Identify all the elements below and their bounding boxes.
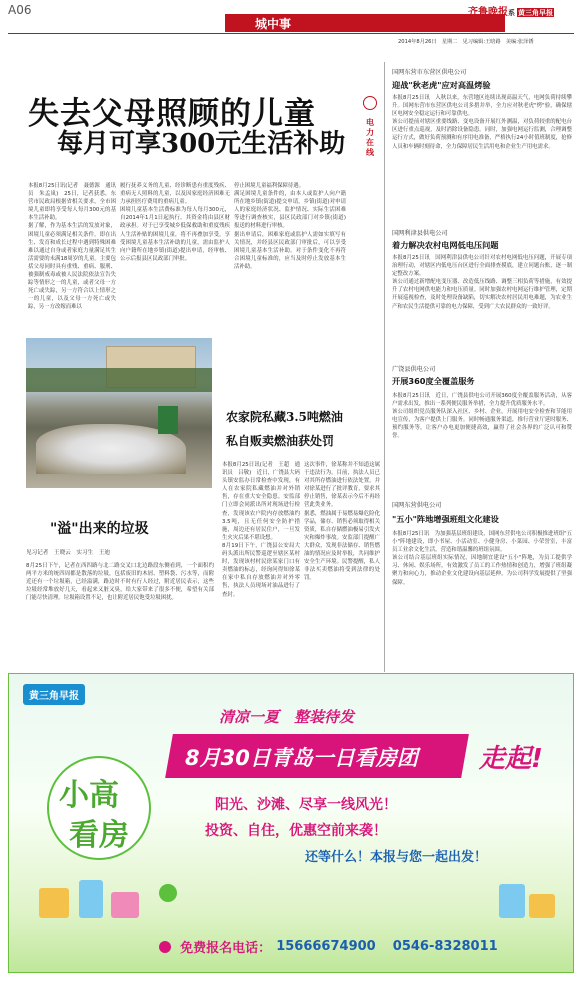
ad-banner[interactable] [8,673,574,973]
ad-logo-text: 黄三角早报 [29,691,79,702]
electric-group4: 国网东营供电公司 [392,502,442,509]
ad-line3: 还等什么！本报与您一起出发！ [305,850,488,865]
photo-story-body: 8月25日下午，记者在西四路与北二路交叉口北边路段东侧看到，一个面积约两平方米的统四周都是散落的垃圾，包括废旧的木屑、塑料袋、污水等，而附近还有一个垃圾箱，已经溢满，路边时不时有行人经过，附近居民表示，这些垃圾经常堆放好几天，看起来又脏又臭，给大家带来了很多不便，希望有关部门能尽快清理。垃圾箱设置不足，也让附近居民饱受垃圾困扰。 [26,563,214,602]
ad-phone2[interactable]: 0546-8328011 [392,939,498,954]
ad-house-2 [79,880,103,918]
electric-body2: 本报8月25日讯 国网利津县供电公司针对农村电网低电压问题，开展专项治理行动，对辖区内低电压台区进行全面排查摸底，建立问题台账，逐一制定整改方案。 该公司通过新增配电变压器、改造低压线路、调整三相负荷等措施，有效提升了农村电网供电能力和电压质量。同时加强农村电网运行维护管理，定期开展巡视检查，及时处理设备缺陷，切实解决农村居民用电难题，为农业生产和农民生活提供可靠的电力保障，受到广大农民群众的一致好评。 [392,255,572,310]
ad-house-5 [529,894,555,918]
ad-brand-big1: 小高 [59,778,119,813]
ad-line2: 投资、自住，优惠空前来袭！ [205,823,387,839]
electric-title2: 着力解决农村电网低电压问题 [392,240,499,250]
electric-group3: 广饶县供电公司 [392,366,436,373]
ad-house-3 [111,892,139,918]
header-rule [8,33,574,34]
electric-body3: 本报8月25日讯 近日，广饶县供电公司开展360度全覆盖服务活动，从客户需求出发，推出一系列便民服务举措，全力提升优质服务水平。 该公司组织党员服务队深入社区、乡村、企业，开展用电安全检查和节能用电宣传，为客户提供上门服务。同时畅通服务渠道，推行营业厅延时服务、预约服务等，让客户办电更加便捷高效，赢得了社会各界的广泛认可和赞誉。 [392,393,572,440]
electric-body4: 本报8月25日讯 为加强基层班组建设，国网东营供电公司积极推进班组"五小"阵地建设，即小书屋、小活动室、小健身房、小菜园、小荣誉室，丰富员工业余文化生活，营造和谐温馨的班组氛围。 该公司结合基层班组实际情况，因地制宜建设"五小"阵地，为员工提供学习、休闲、娱乐场所，有效激发了员工的工作热情和创造力，增强了班组凝聚力和向心力，推动企业文化建设向基层延伸，为公司科学发展提供了坚强保障。 [392,531,572,586]
electric-group1: 国网东营市东营区供电公司 [392,69,467,76]
masthead-brand [468,3,554,18]
fuel-story-col1: 本报8月25日讯(记者 王超 通讯员 吕敬) 近日，广饶县大码头镇安监办日常检查中发现，有人在农家院私藏燃油并对外销售，存在重大安全隐患。安监部门立即会同派出所对现场进行检查，发现该农户院内存放燃油约3.5吨，且无任何安全防护措施，周边还有居民住户，一旦发生火灾后果不堪设想。 8月19日下午，广饶县公安局大码头派出所民警巡逻至辖区某村时，发现该村村民徐某家门口有卖燃油的标志，经询问得知徐某在家中私自存放燃油并对外零售，执法人员现场对油品进行了查封。 [222,462,300,598]
ad-house-4 [499,884,525,918]
ad-phone-label: 免费报名电话： [180,941,272,956]
ad-line1: 阳光、沙滩、尽享一线风光！ [215,797,397,813]
ad-houses-illustration [19,874,565,924]
brand-name: 齐鲁晚报 [468,7,508,18]
ad-brand-big2: 看房 [69,818,129,853]
photo-story-headline: "溢"出来的垃圾 [50,521,149,537]
main-article-col3: 停止困境儿童福利保障待遇。 满足困境儿童条件的，由本人或监护人向户籍所在地乡镇(街道)提交申请，乡镇(街道)对申请人的家庭经济状况、监护情况、实际生活困难等进行调查核实，县区民政部门对乡镇(街道)报送的材料进行审核。 据出申请后，困难家庭或监护人需如实填写有关情况，并经县区民政部门审批后，可以享受困境儿童基本生活补助。对于条件变化不再符合困境儿童标准的，应当及时停止发放基本生活补助。 [234,183,346,270]
ad-banner-main: 8月30日青岛一日看房团 [185,746,418,770]
electric-title4: "五小"阵地增强班组文化建设 [392,514,499,524]
ad-slogan: 清凉一夏 整装待发 [219,708,355,726]
ad-phone-bar [159,936,539,960]
main-article-col1: 本报8月25日讯(记者 聂德源 通讯员 朱孟岚) 25日，记者获悉，东营市民政局根据省相关要求，全市困境儿童即将享受每人每月300元的基本生活补助。 据了解，作为基本生活的发放对象，困境儿童必须满足相关条件。即在出生、发育和成长过程中遇到特殊困难难以通过自身或者家庭力量满足其生活需要的未满18周岁的儿童。主要包括父母同时具有重残、重病、服刑、被强制戒毒或被人民法院依法宣告失踪等情形之一的儿童，或者父母一方死亡或失踪，另一方符合以上情形之一的儿童，以及父母一方死亡或失踪，另一方改嫁而难以 [28,183,116,311]
electric-group2: 国网利津县供电公司 [392,230,448,237]
main-headline-line1: 失去父母照顾的儿童 [28,96,316,132]
fuel-story-headline1: 农家院私藏3.5吨燃油 [226,410,343,424]
ad-phone1[interactable]: 15666674900 [276,939,376,954]
section-title: 城中事 [255,17,292,31]
dateline: 2014年8月26日 星期二 见习编辑:王晗路 美编:张泽锈 [398,39,534,45]
brand-series: 系 [508,8,515,17]
fuel-story-headline2: 私自贩卖燃油获处罚 [226,434,335,448]
main-article-col2: 履行抚养义务的儿童、经诊断患有重度残疾、重病无人照料的儿童，以及因家庭经济困难无力承担医疗费用的重病儿童。 困境儿童基本生活费标准为每人每月300元，自2014年1月1日起执行。其资金将由县区财政承担。对于已享受城乡低保救助和重度残疾人生活补贴的困境儿童，将不再叠加享受。享受困境儿童基本生活补助的儿童，需由监护人向户籍所在地乡镇(街道)提出申请，经审核、公示后报县区民政部门审批。 [120,183,230,262]
electric-title1: 迎战"秋老虎"应对高温烤验 [392,80,491,90]
ad-banner-go: 走起! [479,744,543,774]
brand-local: 黄三角早报 [518,8,553,17]
ad-logo [23,684,85,705]
photo-trees [26,368,212,392]
ad-phone-icon [159,941,171,953]
side-tag-icon [363,96,377,110]
photo-bin [158,406,178,434]
side-tag: 电力在线 [366,118,374,157]
page-number: A06 [8,3,32,17]
side-tag-rule [384,62,385,672]
main-headline-line2: 每月可享300元生活补助 [57,129,346,159]
photo-story-byline: 见习记者 王晓云 实习生 王迪 [26,550,110,556]
electric-title3: 开展360度全覆盖服务 [392,376,475,386]
ad-tree-1 [159,884,177,902]
garbage-photo [26,338,212,488]
ad-house-1 [39,888,69,918]
fuel-story-col2: 这次事件，徐某称并不知道这属于违法行为。目前，执法人员已对其所存燃油进行依法处置，并对徐某进行了批评教育，要求其停止销售，徐某表示今后不再经营此类业务。 据悉，燃油属于易燃易爆危险化学品，储存、销售必须取得相关资质，私自存储燃油极易引发火灾和爆炸事故。安监部门提醒广大群众，发现非法储存、销售燃油的情况应及时举报，共同维护安全生产环境。民警提醒，私人非法买卖燃油将受到法律的处罚。 [304,462,380,582]
electric-body1: 本报8月25日讯 入秋以来，东营地区连续出现高温天气，电网负荷持续攀升。国网东营市东营区供电公司多措并举，全力应对秋老虎"烤"验，确保辖区电网安全稳定运行和可靠供电。 该公司提前对辖区重要线路、变电设备开展红外测温，对负荷较重的配电台区进行重点巡视，及时消除设备隐患。同时，加强电网运行监测，合理调整运行方式，做好负荷预测和有序用电准备，严格执行24小时值班制度，抢修人员和车辆时刻待命，全力保障居民生活用电和企业生产用电需求。 [392,95,572,150]
